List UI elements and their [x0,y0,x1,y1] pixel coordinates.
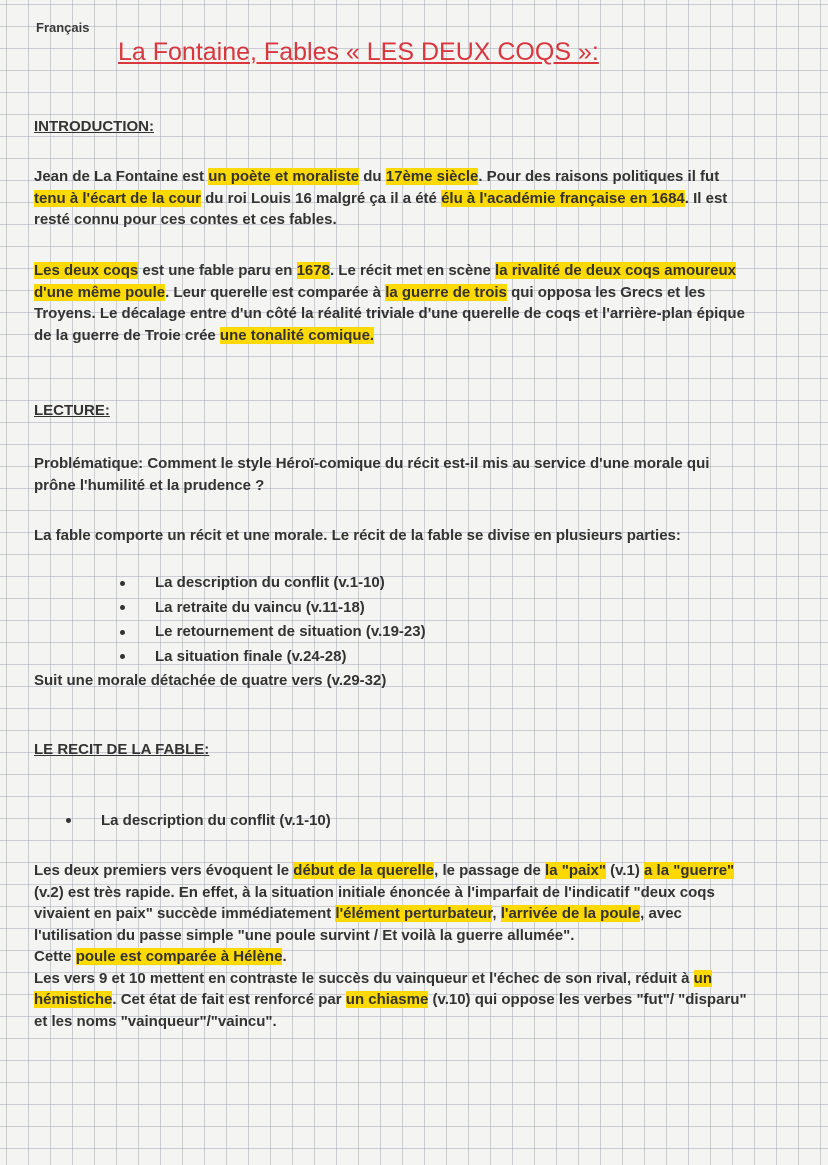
bullet-icon [66,818,71,823]
recit-heading: LE RECIT DE LA FABLE: [34,741,210,758]
bullet-icon [120,654,125,659]
list-item: La description du conflit (v.1-10) [120,571,426,596]
bullet-icon [120,630,125,635]
intro-paragraph-1: Jean de La Fontaine est un poète et moraliste du 17ème siècle. Pour des raisons politiques il fut tenu à l'écart de la cour du roi Louis 16 malgré ça il a été élu à l'académie française en 1684. Il est resté connu pour ces contes et ces fables. [34,168,728,228]
bullet-icon [120,605,125,610]
problematique-paragraph: Problématique: Comment le style Héroï-comique du récit est-il mis au service d'une morale qui prône l'humilité et la prudence ? [34,455,710,494]
introduction-heading: INTRODUCTION: [34,118,154,135]
list-item: La retraite du vaincu (v.11-18) [120,596,426,621]
fable-structure-intro: La fable comporte un récit et une morale. Le récit de la fable se divise en plusieurs parties: [34,527,681,544]
bullet-icon [120,581,125,586]
page-title: La Fontaine, Fables « LES DEUX COQS »: [118,38,599,66]
list-item: La situation finale (v.24-28) [120,645,426,670]
section-bullet [66,812,331,829]
intro-paragraph-2: Les deux coqs est une fable paru en 1678. Le récit met en scène la rivalité de deux coqs amoureux d'une même poule. Leur querelle est comparée à la guerre de trois qui opposa les Grecs et les Troyens. Le décalage entre d'un côté la réalité triviale d'une querelle de coqs et l'arrière-plan épique de la guerre de Troie crée une tonalité comique. [34,262,745,344]
fable-parts-list [120,571,426,669]
recit-paragraph: Les deux premiers vers évoquent le début de la querelle, le passage de la "paix" (v.1) a la "guerre" (v.2) est très rapide. En effet, à la situation initiale énoncée à l'imparfait de l'indicatif "deux coqs vivaient en paix" succède immédiatement l'élément perturbateur, l'arrivée de la poule, avec l'utilisation du passe simple "une poule survint / Et voilà la guerre allumée". Cette poule est comparée à Hélène. Les vers 9 et 10 mettent en contraste le succès du vainqueur et l'échec de son rival, réduit à un hémistiche. Cet état de fait est renforcé par un chiasme (v.10) qui oppose les verbes "fut"/ "disparu" et les noms "vainqueur"/"vaincu". [34,862,747,1030]
section-bullet-label: La description du conflit (v.1-10) [101,812,331,829]
subject-label: Français [36,20,90,35]
list-item: Le retournement de situation (v.19-23) [120,620,426,645]
lecture-heading: LECTURE: [34,402,110,419]
morale-line: Suit une morale détachée de quatre vers (v.29-32) [34,672,387,689]
